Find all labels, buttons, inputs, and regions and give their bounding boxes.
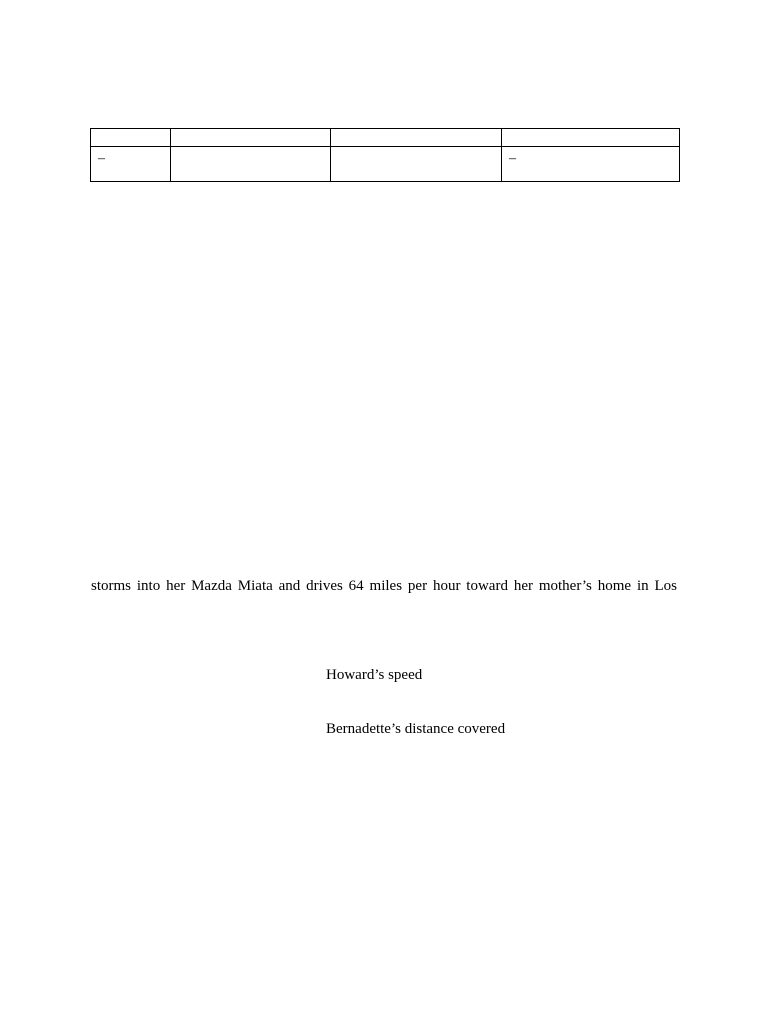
table-row bbox=[91, 147, 680, 182]
table-cell: – bbox=[502, 147, 680, 182]
paragraph-text-line: storms into her Mazda Miata and drives 64 miles per hour toward her mother’s home in Los bbox=[91, 578, 677, 594]
bernadette-distance-label: Bernadette’s distance covered bbox=[326, 721, 506, 737]
table-cell bbox=[91, 129, 171, 147]
table-cell bbox=[171, 129, 331, 147]
table-cell bbox=[502, 129, 680, 147]
table-cell bbox=[171, 147, 331, 182]
howard-speed-label: Howard’s speed bbox=[326, 667, 423, 683]
data-table bbox=[90, 128, 680, 182]
table-cell bbox=[331, 129, 502, 147]
table-header-row bbox=[91, 129, 680, 147]
table-cell bbox=[331, 147, 502, 182]
table-cell: – bbox=[91, 147, 171, 182]
